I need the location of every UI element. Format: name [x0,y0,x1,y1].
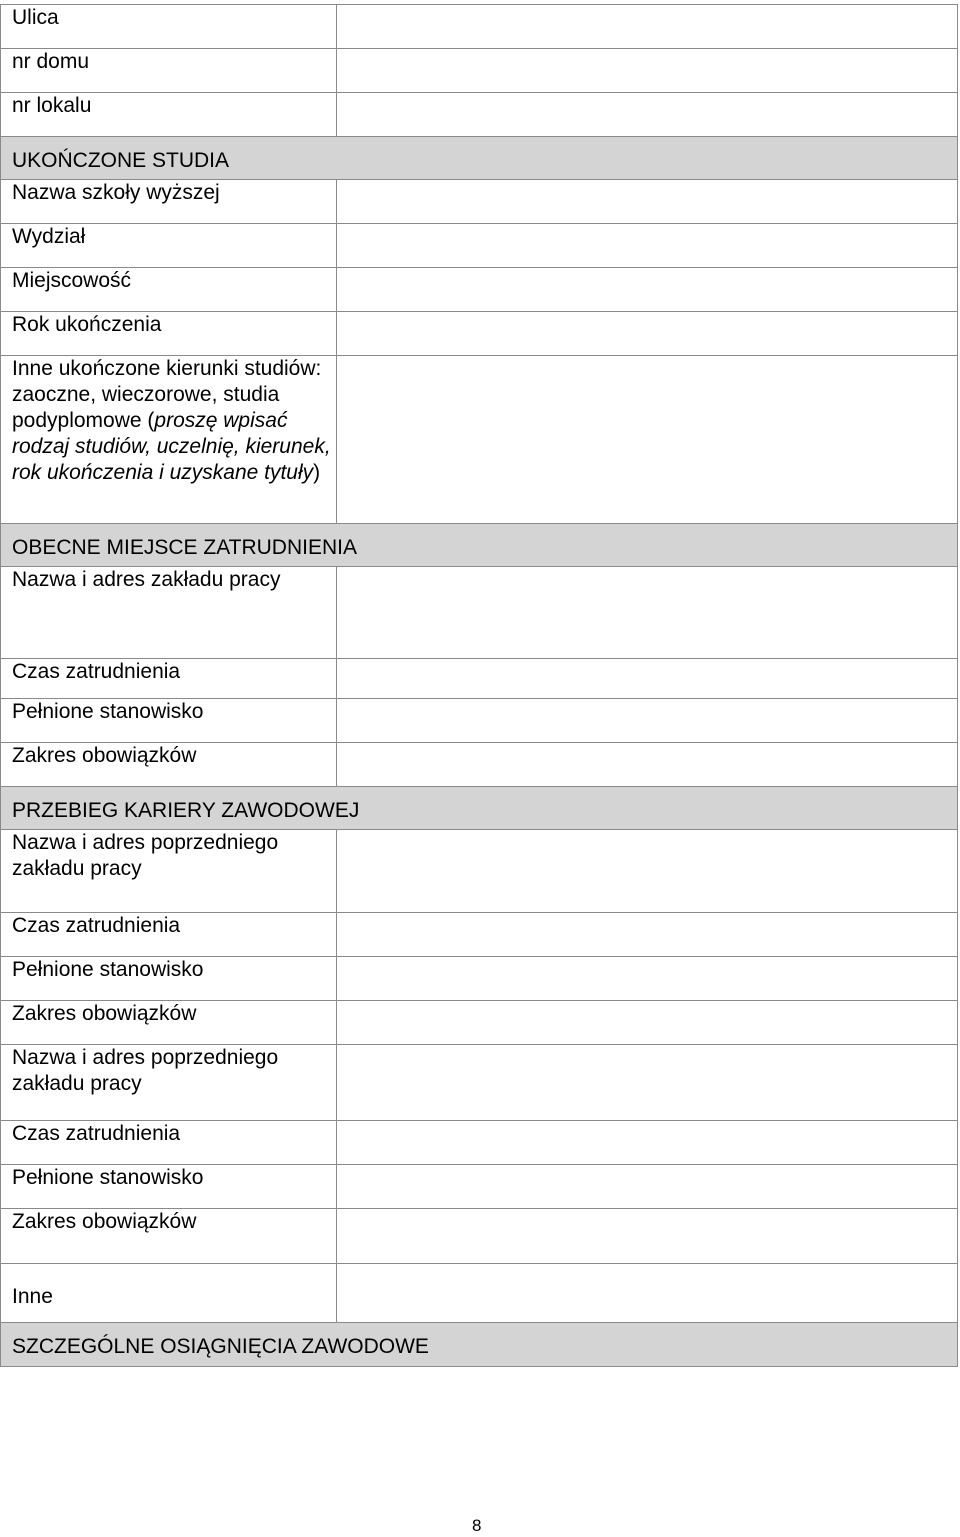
previous-period-1-label: Czas zatrudnienia [1,913,337,957]
previous-position-2-field[interactable] [337,1165,958,1209]
other-career-label: Inne [1,1264,337,1323]
previous-workplace-1-field[interactable] [337,830,958,913]
current-duties-label: Zakres obowiązków [1,743,337,787]
faculty-field[interactable] [337,224,958,268]
previous-workplace-1-label: Nazwa i adres poprzedniego zakładu pracy [1,830,337,913]
graduation-year-field[interactable] [337,312,958,356]
current-position-field[interactable] [337,699,958,743]
previous-period-2-label: Czas zatrudnienia [1,1121,337,1165]
previous-position-1-field[interactable] [337,957,958,1001]
other-studies-field[interactable] [337,356,958,524]
studies-section-header: UKOŃCZONE STUDIA [1,137,958,180]
city-field[interactable] [337,268,958,312]
achievements-section-header: SZCZEGÓLNE OSIĄGNIĘCIA ZAWODOWE [1,1323,958,1367]
apartment-number-label: nr lokalu [1,93,337,137]
previous-duties-1-label: Zakres obowiązków [1,1001,337,1045]
current-period-field[interactable] [337,659,958,699]
other-studies-instructions: proszę wpisać rodzaj studiów, uczelnię, kierunek, rok ukończenia i uzyskane tytuły [12,409,331,484]
graduation-year-label: Rok ukończenia [1,312,337,356]
previous-duties-2-label: Zakres obowiązków [1,1209,337,1264]
street-label: Ulica [1,5,337,49]
page-number: 8 [472,1516,482,1535]
city-label: Miejscowość [1,268,337,312]
current-duties-field[interactable] [337,743,958,787]
university-name-label: Nazwa szkoły wyższej [1,180,337,224]
questionnaire-form [0,4,958,1367]
previous-workplace-2-label: Nazwa i adres poprzedniego zakładu pracy [1,1045,337,1121]
previous-position-1-label: Pełnione stanowisko [1,957,337,1001]
previous-workplace-2-field[interactable] [337,1045,958,1121]
previous-period-1-field[interactable] [337,913,958,957]
previous-position-2-label: Pełnione stanowisko [1,1165,337,1209]
street-field[interactable] [337,5,958,49]
house-number-field[interactable] [337,49,958,93]
previous-duties-2-field[interactable] [337,1209,958,1264]
career-section-header: PRZEBIEG KARIERY ZAWODOWEJ [1,787,958,830]
apartment-number-field[interactable] [337,93,958,137]
current-workplace-field[interactable] [337,567,958,659]
other-career-field[interactable] [337,1264,958,1323]
house-number-label: nr domu [1,49,337,93]
current-period-label: Czas zatrudnienia [1,659,337,699]
university-name-field[interactable] [337,180,958,224]
other-studies-prefix: Inne ukończone kierunki studiów: zaoczne, wieczorowe, studia podyplomowe ( [12,357,322,432]
current-employment-section-header: OBECNE MIEJSCE ZATRUDNIENIA [1,524,958,567]
other-studies-suffix: ) [313,461,321,484]
other-studies-label [1,356,337,524]
previous-period-2-field[interactable] [337,1121,958,1165]
previous-duties-1-field[interactable] [337,1001,958,1045]
current-workplace-label: Nazwa i adres zakładu pracy [1,567,337,659]
faculty-label: Wydział [1,224,337,268]
current-position-label: Pełnione stanowisko [1,699,337,743]
